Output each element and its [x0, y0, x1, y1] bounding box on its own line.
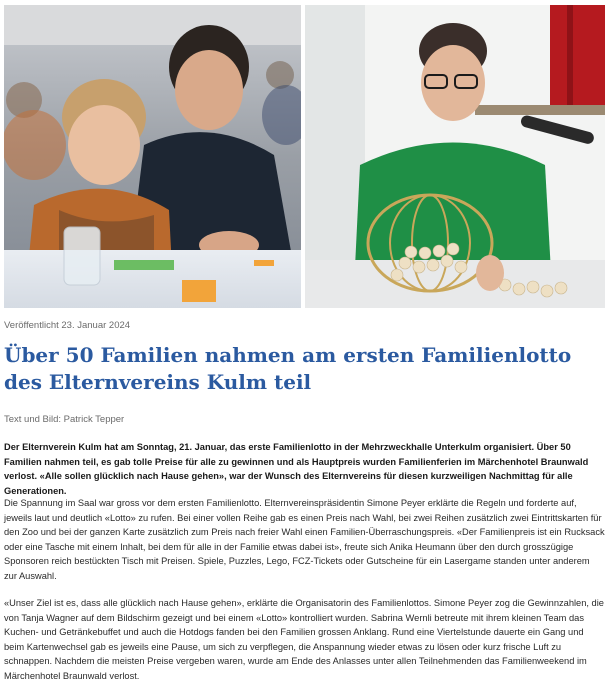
published-date: Veröffentlicht 23. Januar 2024: [4, 320, 131, 331]
article-paragraph: Die Spannung im Saal war gross vor dem ersten Familienlotto. Elternvereinspräsidentin Simone Peyer erklärte die Regeln und forderte auf, jeweils laut und deutlich «Lotto» zu rufen. Bei einer vollen Reihe gab es einen Preis nach Wahl, bei zwei Reihen zusätzlich zwei Eintrittskarten für den Zoo und bei der ganzen Karte zusätzlich zum Preis nach freier Wahl einen Familien-Überraschungspreis. «Der Familienpreis ist ein Rucksack oder eine Tasche mit einem Inhalt, bei dem für alle in der Familie etwas dabei ist», freute sich Anika Heumann über den durch grosszügige Sponsoren reich bestückten Tisch mit Preisen. Spiele, Puzzles, Lego, FCZ-Tickets oder Gutscheine für ein Lasergame standen unter anderem zur Auswahl.: [4, 498, 605, 581]
article-paragraph: «Unser Ziel ist es, dass alle glücklich nach Hause gehen», erklärte die Organisatorin des Familienlottos. Simone Peyer zog die Gewinnzahlen, die von Tanja Wagner auf dem Bildschirm gezeigt und bei einem «Lotto» kontrolliert wurden. Sabrina Wernli betreute mit ihrem kleinen Team das Kuchen- und Getränkebuffet und auch die Hotdogs fanden bei den Familien grossen Anklang. Rund eine Viertelstunde dauerte ein Gang und beim Kartenwechsel gab es jeweils eine Pause, um sich zu verpflegen, die Anspannung wieder etwas zu lösen oder kurz frische Luft zu schnappen. Nachdem die meisten Preise vergeben waren, wurde am Ende des Anlasses unter allen Teilnehmenden das Familienweekend im Märchenhotel Braunwald verlost.: [4, 598, 604, 681]
article-headline: Über 50 Familien nahmen am ersten Familienlotto des Elternvereins Kulm teil: [4, 343, 572, 394]
photo-row: [4, 5, 605, 308]
article-lead: Der Elternverein Kulm hat am Sonntag, 21. Januar, das erste Familienlotto in der Mehrzweckhalle Unterkulm organisiert. Über 50 Familien nahmen teil, es gab tolle Preise für alle zu gewinnen und als Hauptpreis wurden Familienferien im Märchenhotel Braunwald verlost. «Alle sollen glücklich nach Hause gehen», war der Wunsch des Elternvereins für diesen kurzweiligen Nachmittag für alle Generationen.: [4, 442, 589, 496]
photo-illustration: [4, 5, 301, 308]
author-credit: Text und Bild: Patrick Tepper: [4, 414, 125, 425]
photo-child-and-father-playing-lotto: [4, 5, 301, 308]
photo-illustration: [305, 5, 605, 308]
photo-woman-with-lotto-drum: [305, 5, 605, 308]
